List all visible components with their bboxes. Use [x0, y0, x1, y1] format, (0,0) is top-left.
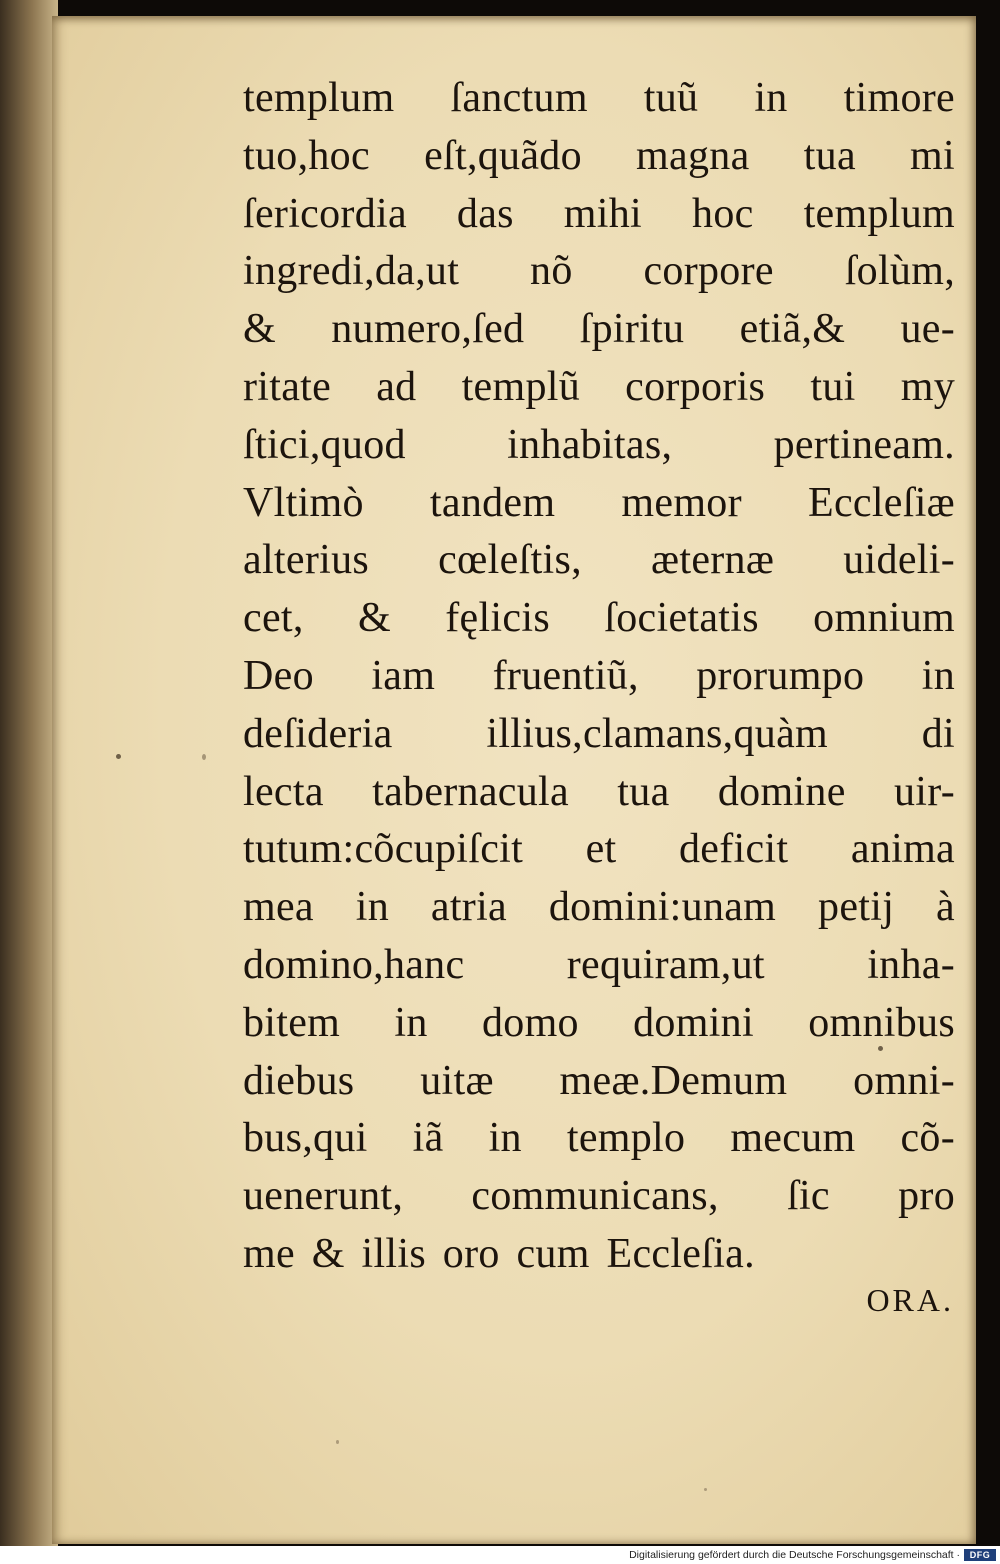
text-line: mea in atria domini:unam petij à [243, 884, 955, 931]
digitization-footer [0, 1546, 1000, 1564]
text-line: diebus uitæ meæ.Demum omni- [243, 1057, 955, 1104]
ink-speck [116, 754, 121, 759]
text-line: & numero,ſed ſpiritu etiã,& ue- [243, 306, 955, 353]
text-line: Deo iam fruentiũ, prorumpo in [243, 652, 955, 699]
text-line: ingredi,da,ut nõ corpore ſolùm, [243, 248, 955, 295]
book-page [52, 16, 976, 1544]
dfg-logo-icon: DFG [964, 1549, 996, 1561]
text-line: bitem in domo domini omnibus [243, 999, 955, 1046]
ink-speck [878, 1046, 883, 1051]
text-line: uenerunt, communicans, ſic pro [243, 1173, 955, 1220]
ink-speck [704, 1488, 707, 1491]
text-line: ſericordia das mihi hoc templum [243, 190, 955, 237]
text-line: lecta tabernacula tua domine uir- [243, 768, 955, 815]
ink-speck [202, 754, 206, 760]
text-line: tutum:cõcupiſcit et deficit anima [243, 826, 955, 873]
text-line: Vltimò tandem memor Eccleſiæ [243, 479, 955, 526]
text-line: bus,qui iã in templo mecum cõ- [243, 1115, 955, 1162]
text-line: deſideria illius,clamans,quàm di [243, 710, 955, 757]
text-line: tuo,hoc eſt,quãdo magna tua mi [243, 132, 955, 179]
text-line: ritate ad templũ corporis tui my [243, 363, 955, 410]
text-line: alterius cœleſtis, æternæ uideli- [243, 537, 955, 584]
ink-speck [336, 1440, 339, 1444]
text-line: templum ſanctum tuũ in timore [243, 75, 955, 121]
scan-border [0, 0, 58, 1546]
text-line: domino,hanc requiram,ut inha- [243, 941, 955, 988]
text-line: me & illis oro cum Eccleſia. [243, 1230, 755, 1277]
text-line: ſtici,quod inhabitas, pertineam. [243, 421, 955, 468]
catchword: ORA. [866, 1282, 954, 1318]
funding-credit: Digitalisierung gefördert durch die Deutsche Forschungsgemeinschaft · [629, 1549, 960, 1561]
text-line: cet, & fęlicis ſocietatis omnium [243, 595, 955, 642]
body-text [243, 70, 955, 1284]
